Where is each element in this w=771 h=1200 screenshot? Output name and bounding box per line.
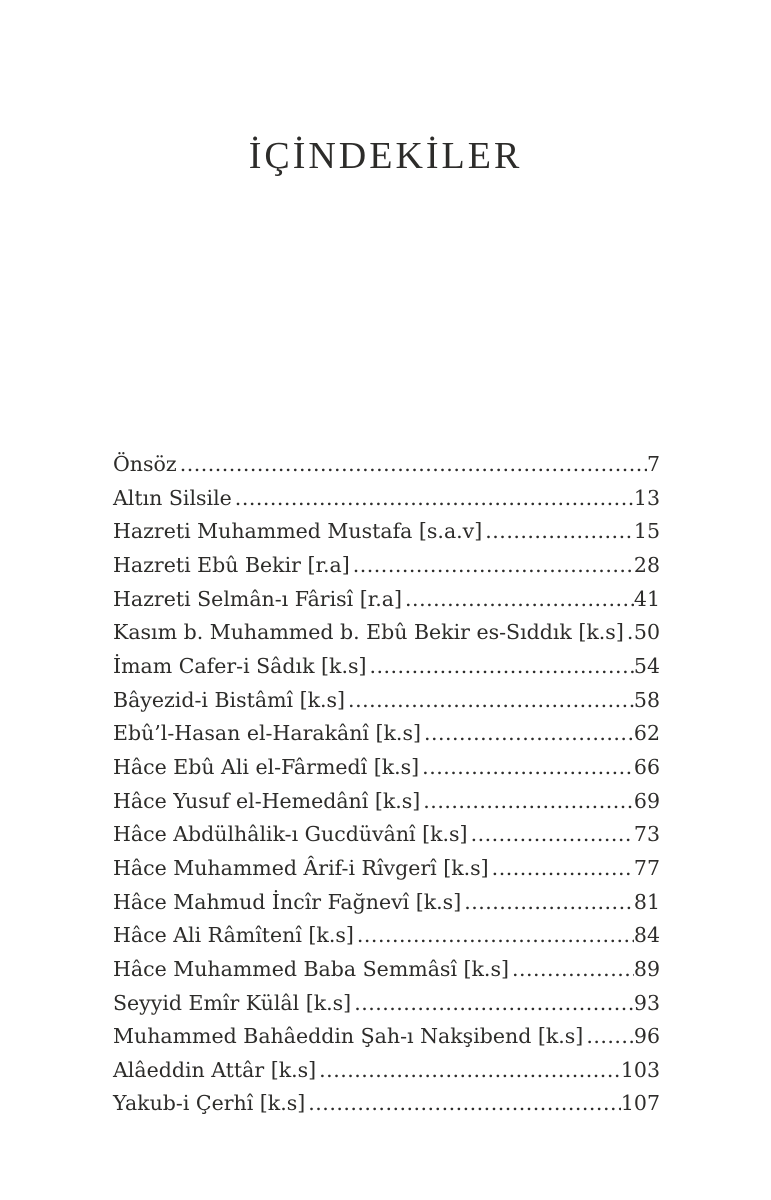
toc-entry — [113, 785, 660, 819]
toc-list — [113, 448, 660, 1121]
toc-entry-page: 13 — [633, 485, 660, 510]
toc-dot-leader — [482, 515, 634, 549]
toc-entry-page: 15 — [633, 519, 660, 544]
toc-entry-page: 41 — [633, 586, 660, 611]
toc-entry — [113, 886, 660, 920]
toc-dot-leader — [232, 482, 634, 516]
toc-entry-page: 58 — [633, 687, 660, 712]
toc-dot-leader — [489, 852, 634, 886]
toc-entry-label: Alâeddin Attâr [k.s] — [113, 1057, 317, 1082]
toc-entry — [113, 650, 660, 684]
toc-entry-label: Hazreti Muhammed Mustafa [s.a.v] — [113, 519, 483, 544]
toc-entry-page: 69 — [633, 788, 660, 813]
toc-dot-leader — [351, 987, 634, 1021]
toc-entry-page: 103 — [620, 1057, 660, 1082]
toc-entry-label: Önsöz — [113, 452, 177, 476]
toc-entry-label: Yakub-i Çerhî [k.s] — [113, 1091, 306, 1116]
toc-entry-label: Hâce Mahmud İncîr Fağnevî [k.s] — [113, 889, 462, 914]
toc-dot-leader — [350, 549, 634, 583]
toc-dot-leader — [305, 1087, 621, 1121]
page-title: İÇİNDEKİLER — [248, 135, 523, 177]
toc-entry — [113, 852, 660, 886]
toc-entry-page: 28 — [633, 552, 660, 577]
toc-entry-page: 50 — [633, 620, 660, 645]
toc-entry-page: 84 — [633, 923, 660, 948]
toc-entry — [113, 515, 660, 549]
toc-entry — [113, 818, 660, 852]
toc-entry-label: İmam Cafer-i Sâdık [k.s] — [113, 653, 367, 678]
toc-entry-page: 81 — [633, 889, 660, 914]
toc-entry-label: Hazreti Selmân-ı Fârisî [r.a] — [113, 586, 403, 611]
toc-entry — [113, 549, 660, 583]
toc-entry — [113, 987, 660, 1021]
toc-entry — [113, 717, 660, 751]
toc-entry-page: 54 — [633, 653, 660, 678]
toc-dot-leader — [468, 818, 634, 852]
toc-entry-page: 89 — [633, 956, 660, 981]
toc-entry-page: 62 — [633, 721, 660, 746]
toc-entry-label: Hâce Ali Râmîtenî [k.s] — [113, 923, 354, 948]
toc-dot-leader — [366, 650, 633, 684]
toc-entry-label: Hâce Ebû Ali el-Fârmedî [k.s] — [113, 754, 420, 779]
toc-entry — [113, 583, 660, 617]
toc-dot-leader — [177, 448, 647, 482]
toc-entry — [113, 953, 660, 987]
toc-dot-leader — [420, 785, 634, 819]
toc-dot-leader — [421, 717, 634, 751]
toc-entry — [113, 1054, 660, 1088]
toc-entry-label: Ebû’l-Hasan el-Harakânî [k.s] — [113, 721, 421, 746]
toc-dot-leader — [354, 919, 634, 953]
toc-dot-leader — [461, 886, 634, 920]
toc-entry — [113, 448, 660, 482]
toc-entry-page: 107 — [620, 1091, 660, 1116]
toc-dot-leader — [419, 751, 634, 785]
toc-entry-page: 66 — [633, 754, 660, 779]
toc-entry-label: Hâce Yusuf el-Hemedânî [k.s] — [113, 788, 421, 813]
toc-entry-label: Bâyezid-i Bistâmî [k.s] — [113, 687, 346, 712]
toc-entry-label: Hâce Muhammed Baba Semmâsî [k.s] — [113, 956, 509, 981]
toc-entry — [113, 751, 660, 785]
toc-entry-page: 73 — [633, 822, 660, 847]
toc-entry-label: Hâce Muhammed Ârif-i Rîvgerî [k.s] — [113, 855, 489, 880]
toc-dot-leader — [402, 583, 634, 617]
toc-dot-leader — [624, 616, 634, 650]
toc-entry — [113, 1087, 660, 1121]
toc-dot-leader — [509, 953, 634, 987]
toc-entry-page: 77 — [633, 855, 660, 880]
toc-entry — [113, 482, 660, 516]
toc-entry-label: Hazreti Ebû Bekir [r.a] — [113, 552, 350, 577]
toc-entry-label: Muhammed Bahâeddin Şah-ı Nakşibend [k.s] — [113, 1024, 584, 1049]
toc-entry — [113, 684, 660, 718]
toc-entry-page: 96 — [633, 1024, 660, 1049]
toc-entry — [113, 616, 660, 650]
toc-entry-label: Kasım b. Muhammed b. Ebû Bekir es-Sıddık [k.s] — [113, 620, 624, 645]
toc-entry-page: 7 — [646, 452, 660, 476]
toc-entry-page: 93 — [633, 990, 660, 1015]
toc-dot-leader — [583, 1020, 634, 1054]
toc-entry — [113, 919, 660, 953]
toc-entry-label: Altın Silsile — [113, 485, 232, 510]
toc-entry-label: Seyyid Emîr Külâl [k.s] — [113, 990, 352, 1015]
toc-dot-leader — [345, 684, 634, 718]
toc-entry-label: Hâce Abdülhâlik-ı Gucdüvânî [k.s] — [113, 822, 468, 847]
toc-dot-leader — [316, 1054, 621, 1088]
toc-entry — [113, 1020, 660, 1054]
